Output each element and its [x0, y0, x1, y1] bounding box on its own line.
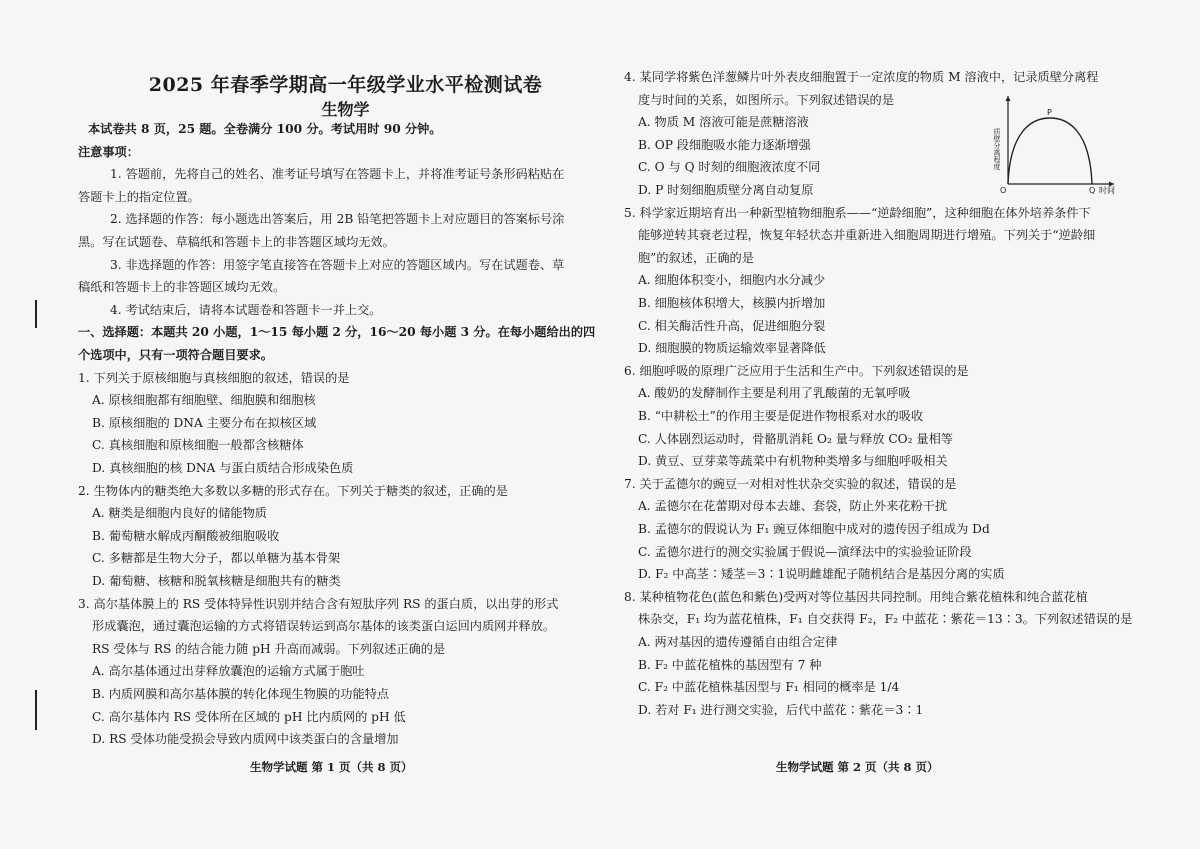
page-2-line: 8. 某种植物花色(蓝色和紫色)受两对等位基因共同控制。用纯合紫花植株和纯合蓝花植: [624, 589, 1088, 604]
page-1-line: 本试卷共 8 页，25 题。全卷满分 100 分。考试用时 90 分钟。: [88, 122, 442, 136]
page-2-line: A. 细胞体积变小，细胞内水分减少: [638, 273, 826, 288]
page-2-footer: 生物学试题 第 2 页（共 8 页）: [776, 760, 939, 774]
page-1-line: 注意事项：: [78, 144, 139, 159]
page-1-line: C. 高尔基体内 RS 受体所在区域的 pH 比内质网的 pH 低: [92, 709, 406, 724]
exam-subject: 生物学: [321, 100, 370, 119]
page-2-line: A. 两对基因的遗传遵循自由组合定律: [638, 635, 838, 649]
page-1-line: A. 原核细胞都有细胞壁、细胞膜和细胞核: [92, 393, 316, 408]
plasmolysis-graph: [986, 92, 1120, 198]
page-1-line: RS 受体与 RS 的结合能力随 pH 升高而减弱。下列叙述正确的是: [92, 641, 446, 656]
page-1-line: 形成囊泡，通过囊泡运输的方式将错误转运到高尔基体的该类蛋白运回内质网并释放。: [92, 619, 556, 634]
page-1-line: D. 葡萄糖、核糖和脱氧核糖是细胞共有的糖类: [92, 574, 341, 588]
page-2-line: D. 若对 F₁ 进行测交实验，后代中蓝花∶紫花＝3∶1: [638, 702, 924, 717]
page-2-line: B. OP 段细胞吸水能力逐渐增强: [638, 137, 811, 152]
graph-y-label: 质壁分离程度: [993, 128, 1001, 170]
page-2-line: C. 人体剧烈运动时，骨骼肌消耗 O₂ 量与释放 CO₂ 量相等: [638, 431, 953, 446]
page-1-line: D. RS 受体功能受损会导致内质网中该类蛋白的含量增加: [92, 732, 399, 747]
page-1-footer: 生物学试题 第 1 页（共 8 页）: [250, 760, 413, 774]
page-1-line: 2. 生物体内的糖类绝大多数以多糖的形式存在。下列关于糖类的叙述，正确的是: [78, 483, 508, 498]
page-2-line: B. 细胞核体积增大，核膜内折增加: [638, 296, 826, 310]
page-1-line: C. 真核细胞和原核细胞一般都含核糖体: [92, 438, 304, 453]
plasmolysis-curve: [1008, 118, 1092, 184]
page-2-line: 5. 科学家近期培育出一种新型植物细胞系——“逆龄细胞”，这种细胞在体外培养条件下: [624, 205, 1091, 220]
page-2-line: A. 酸奶的发酵制作主要是利用了乳酸菌的无氧呼吸: [638, 386, 911, 401]
page-1-line: 3. 高尔基体膜上的 RS 受体特异性识别并结合含有短肽序列 RS 的蛋白质，以出芽的形式: [78, 596, 559, 611]
page-1-line: 一、选择题：本题共 20 小题，1～15 每小题 2 分，16～20 每小题 3 分。在每小题给出的四: [78, 325, 596, 340]
page-1-line: A. 高尔基体通过出芽释放囊泡的运输方式属于胞吐: [92, 664, 365, 679]
page-1-line: C. 多糖都是生物大分子，都以单糖为基本骨架: [92, 551, 341, 566]
page-2-line: 7. 关于孟德尔的豌豆一对相对性状杂交实验的叙述，错误的是: [624, 476, 957, 491]
page-2-line: 能够逆转其衰老过程，恢复年轻状态并重新进入细胞周期进行增殖。下列关于“逆龄细: [638, 228, 1096, 243]
graph-end-label: Q: [1089, 186, 1096, 195]
page-1-line: B. 葡萄糖水解成丙酮酸被细胞吸收: [92, 528, 280, 543]
page-1-line: 1. 下列关于原核细胞与真核细胞的叙述，错误的是: [78, 370, 350, 385]
page-2-line: C. F₂ 中蓝花植株基因型与 F₁ 相同的概率是 1/4: [638, 680, 900, 695]
page-1-line: 答题卡上的指定位置。: [78, 189, 200, 204]
page-1-line: 3. 非选择题的作答：用签字笔直接答在答题卡上对应的答题区域内。写在试题卷、草: [110, 257, 565, 272]
scan-edge-mark: [35, 690, 37, 730]
page-2-line: C. 孟德尔进行的测交实验属于假说—演绎法中的实验验证阶段: [638, 544, 972, 559]
page-2-line: B. 孟德尔的假说认为 F₁ 豌豆体细胞中成对的遗传因子组成为 Dd: [638, 522, 990, 536]
page-2-line: 6. 细胞呼吸的原理广泛应用于生活和生产中。下列叙述错误的是: [624, 363, 969, 378]
page-1-line: 黑。写在试题卷、草稿纸和答题卡上的非答题区域均无效。: [78, 235, 395, 249]
page-2-line: C. O 与 Q 时刻的细胞液浓度不同: [638, 160, 821, 175]
page-1-line: 4. 考试结束后，请将本试题卷和答题卡一并上交。: [110, 302, 382, 317]
page-2-line: 4. 某同学将紫色洋葱鳞片叶外表皮细胞置于一定浓度的物质 M 溶液中，记录质壁分离程: [624, 70, 1099, 84]
page-2-line: 株杂交，F₁ 均为蓝花植株，F₁ 自交获得 F₂，F₂ 中蓝花∶紫花＝13∶3。下列叙述错误的是: [638, 612, 1133, 627]
page-1-line: 2. 选择题的作答：每小题选出答案后，用 2B 铅笔把答题卡上对应题目的答案标号涂: [110, 212, 565, 227]
graph-peak-label: P: [1047, 108, 1052, 117]
page-1-line: D. 真核细胞的核 DNA 与蛋白质结合形成染色质: [92, 461, 354, 475]
exam-title: 2025 年春季学期高一年级学业水平检测试卷: [148, 74, 543, 96]
page-2-line: D. F₂ 中高茎∶矮茎＝3∶1说明雌雄配子随机结合是基因分离的实质: [638, 567, 1005, 582]
page-1-line: B. 内质网膜和高尔基体膜的转化体现生物膜的功能特点: [92, 687, 390, 701]
page-2-line: D. 细胞膜的物质运输效率显著降低: [638, 341, 826, 356]
y-axis-arrow: [1006, 96, 1011, 101]
page-1-line: A. 糖类是细胞内良好的储能物质: [92, 506, 267, 521]
page-2-line: B. “中耕松土”的作用主要是促进作物根系对水的吸收: [638, 409, 924, 423]
graph-x-label: 时间: [1099, 186, 1115, 195]
page-2-line: C. 相关酶活性升高，促进细胞分裂: [638, 318, 826, 333]
page-2-line: B. F₂ 中蓝花植株的基因型有 7 种: [638, 657, 822, 672]
graph-origin-label: O: [1000, 186, 1007, 195]
page-2-line: D. P 时刻细胞质壁分离自动复原: [638, 183, 814, 197]
page-1-line: B. 原核细胞的 DNA 主要分布在拟核区域: [92, 415, 317, 430]
page-2-line: A. 孟德尔在花蕾期对母本去雄、套袋，防止外来花粉干扰: [638, 499, 948, 514]
page-2-line: 度与时间的关系，如图所示。下列叙述错误的是: [638, 92, 894, 107]
page-2-line: A. 物质 M 溶液可能是蔗糖溶液: [638, 115, 809, 130]
page-1-line: 个选项中，只有一项符合题目要求。: [78, 348, 273, 362]
scan-edge-mark: [35, 300, 37, 328]
page-1-line: 1. 答题前，先将自己的姓名、准考证号填写在答题卡上，并将准考证号条形码粘贴在: [110, 167, 565, 182]
page-2-line: 胞”的叙述，正确的是: [638, 250, 754, 265]
page-2-line: D. 黄豆、豆芽菜等蔬菜中有机物种类增多与细胞呼吸相关: [638, 454, 948, 469]
page-1-line: 稿纸和答题卡上的非答题区域均无效。: [78, 280, 286, 295]
